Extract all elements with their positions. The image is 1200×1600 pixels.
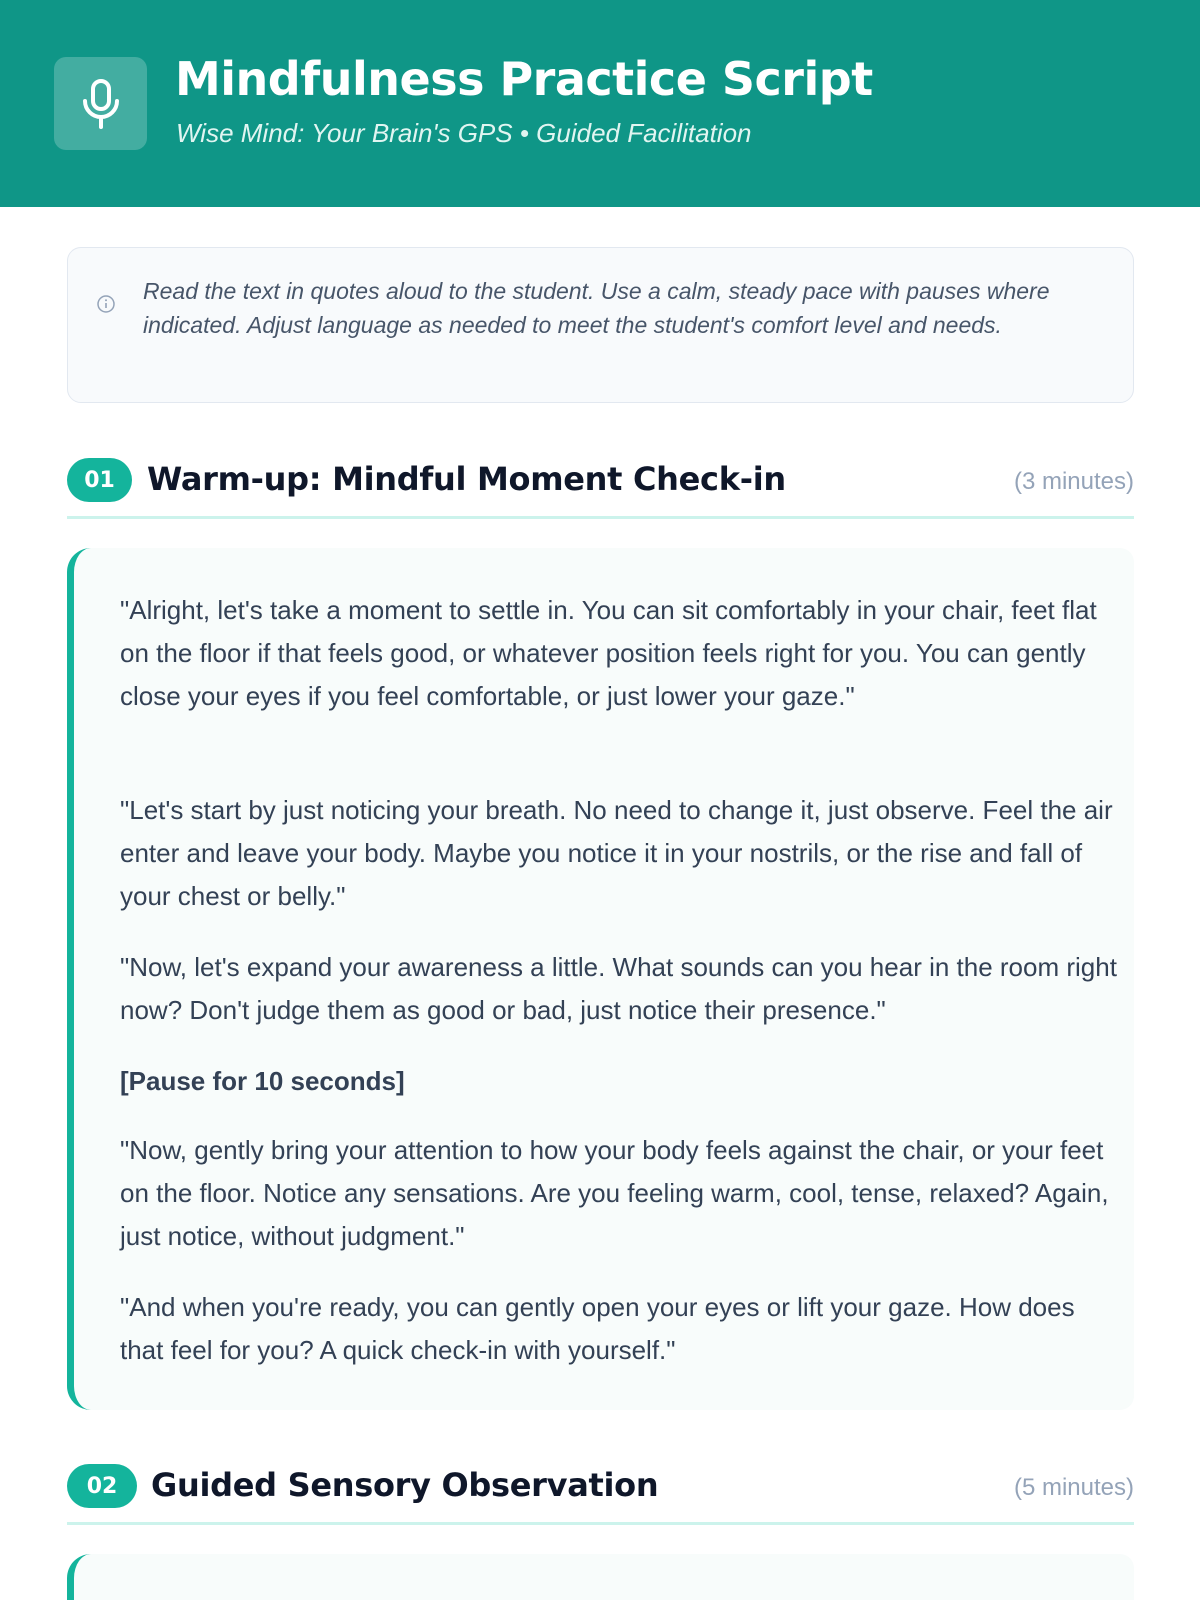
script-box-02 [67,1554,1134,1600]
section-title: Warm-up: Mindful Moment Check-in [147,460,786,498]
page-subtitle: Wise Mind: Your Brain's GPS • Guided Facilitation [176,118,752,148]
section-title: Guided Sensory Observation [151,1466,659,1504]
facilitator-note [67,247,1134,403]
section-header-02 [67,1464,1134,1514]
section-header-01 [67,458,1134,508]
page-header [0,0,1200,207]
microphone-icon [79,78,123,130]
page-title: Mindfulness Practice Script [175,52,873,106]
section-duration: (3 minutes) [1013,468,1134,495]
section-duration: (5 minutes) [1013,1474,1134,1501]
info-icon [96,294,116,314]
script-box-01 [67,548,1134,1410]
section-divider [67,1522,1134,1525]
script-paragraph: "And when you're ready, you can gently open your eyes or lift your gaze. How does that feel for you? A quick check-in with yourself." [120,1292,1075,1365]
note-text: Read the text in quotes aloud to the student. Use a calm, steady pace with pauses where indicated. Adjust language as needed to meet the student's comfort level and needs. [143,278,1050,338]
pause-instruction: [Pause for 10 seconds] [120,1066,405,1096]
section-number-badge: 01 [67,458,132,502]
microphone-icon-badge [54,57,147,150]
section-number-badge: 02 [67,1464,137,1508]
script-paragraph: "Alright, let's take a moment to settle in. You can sit comfortably in your chair, feet flat on the floor if that feels good, or whatever position feels right for you. You can gently close your eyes if you feel comfortable, or just lower your gaze." [120,595,1097,711]
script-paragraph: "Now, let's expand your awareness a little. What sounds can you hear in the room right now? Don't judge them as good or bad, just notice their presence." [120,952,1117,1025]
script-paragraph: "Let's start by just noticing your breath. No need to change it, just observe. Feel the air enter and leave your body. Maybe you notice it in your nostrils, or the rise and fall of your chest or belly." [120,795,1113,911]
script-paragraph: "Now, gently bring your attention to how your body feels against the chair, or your feet on the floor. Notice any sensations. Are you feeling warm, cool, tense, relaxed? Again, just notice, without judgment." [120,1135,1109,1251]
section-divider [67,516,1134,519]
